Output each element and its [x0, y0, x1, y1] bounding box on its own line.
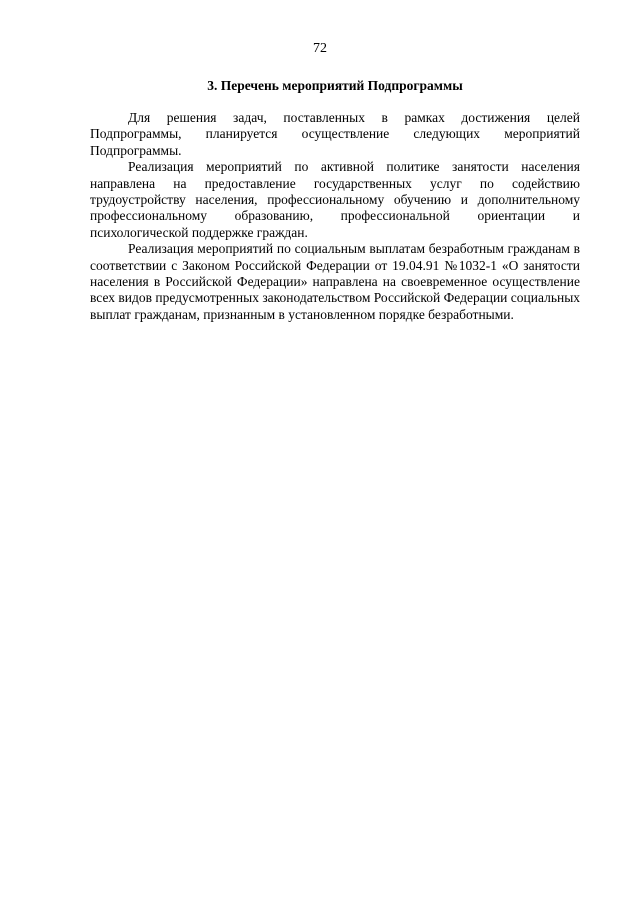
paragraph-social-payments: Реализация мероприятий по социальным выплатам безработным гражданам в соответствии с Законом Российской Федерации от 19.04.91 №1032-1 «О занятости населения в Российской Федерации» направлена на своевременное осуществление всех видов предусмотренных законодательством Российской Федерации социальных выплат гражданам, признанным в установленном порядке безработными.: [90, 241, 581, 322]
section-title: 3. Перечень мероприятий Подпрограммы: [207, 78, 463, 93]
body-text: [90, 110, 580, 323]
paragraph-employment-policy: Реализация мероприятий по активной политике занятости населения направлена на предоставление государственных услуг по содействию трудоустройству населения, профессиональному обучению и дополнительному профессиональному образованию, профессиональной ориентации и психологической поддержке граждан.: [90, 159, 580, 240]
page-number: 72: [313, 41, 327, 56]
paragraph-goals: Для решения задач, поставленных в рамках достижения целей Подпрограммы, планируется осуществление следующих мероприятий Подпрограммы.: [90, 110, 580, 158]
